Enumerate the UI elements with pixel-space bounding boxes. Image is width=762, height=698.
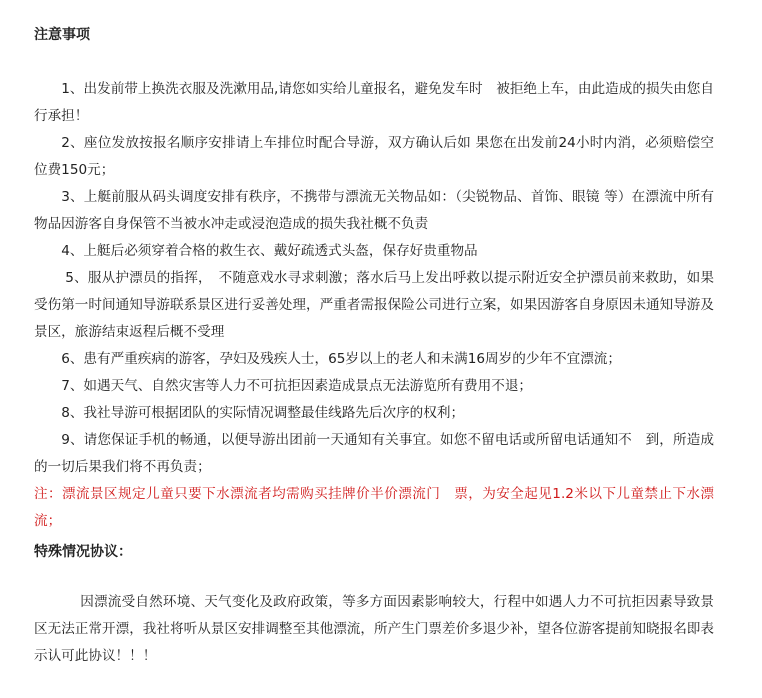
notice-item-2: 2、座位发放按报名顺序安排请上车排位时配合导游，双方确认后如 果您在出发前24小时内消，必须赔偿空位费150元； (34, 135, 714, 178)
notice-item-7: 7、如遇天气、自然灾害等人力不可抗拒因素造成景点无法游览所有费用不退； (61, 378, 533, 394)
notice-item-3: 3、上艇前服从码头调度安排有秩序，不携带与漂流无关物品如：（尖锐物品、首饰、眼镜 等）在漂流中所有物品因游客自身保管不当被水冲走或浸泡造成的损失我社概不负责 (34, 189, 714, 232)
notice-item-4: 4、上艇后必须穿着合格的救生衣、戴好疏透式头盔，保存好贵重物品 (61, 243, 478, 259)
special-agreement-text: 因漂流受自然环境、天气变化及政府政策，等多方面因素影响较大，行程中如遇人力不可抗拒因素导致景区无法正常开漂，我社将听从景区安排调整至其他漂流，所产生门票差价多退少补，望各位游客提前知晓报名即表示认可此协议！！！ (34, 594, 714, 664)
special-title: 特殊情况协议： (34, 544, 132, 560)
notice-item-5: 5、服从护漂员的指挥， 不随意戏水寻求刺激；落水后马上发出呼救以提示附近安全护漂员前来救助，如果受伤第一时间通知导游联系景区进行妥善处理，严重者需报保险公司进行立案，如果因游客自身原因未通知导游及景区，旅游结束返程后概不受理 (34, 270, 714, 340)
notice-title: 注意事项 (34, 27, 90, 43)
notice-item-8: 8、我社导游可根据团队的实际情况调整最佳线路先后次序的权利； (61, 405, 465, 421)
notice-item-6: 6、患有严重疾病的游客，孕妇及残疾人士，65岁以上的老人和未满16周岁的少年不宜漂流； (61, 351, 621, 367)
notice-red-note: 注：漂流景区规定儿童只要下水漂流者均需购买挂牌价半价漂流门 票，为安全起见1.2米以下儿童禁止下水漂流； (34, 486, 714, 529)
notice-item-1: 1、出发前带上换洗衣服及洗漱用品,请您如实给儿童报名，避免发车时 被拒绝上车，由此造成的损失由您自行承担！ (34, 81, 714, 124)
notice-item-9: 9、请您保证手机的畅通，以便导游出团前一天通知有关事宜。如您不留电话或所留电话通知不 到，所造成的一切后果我们将不再负责； (34, 432, 714, 475)
